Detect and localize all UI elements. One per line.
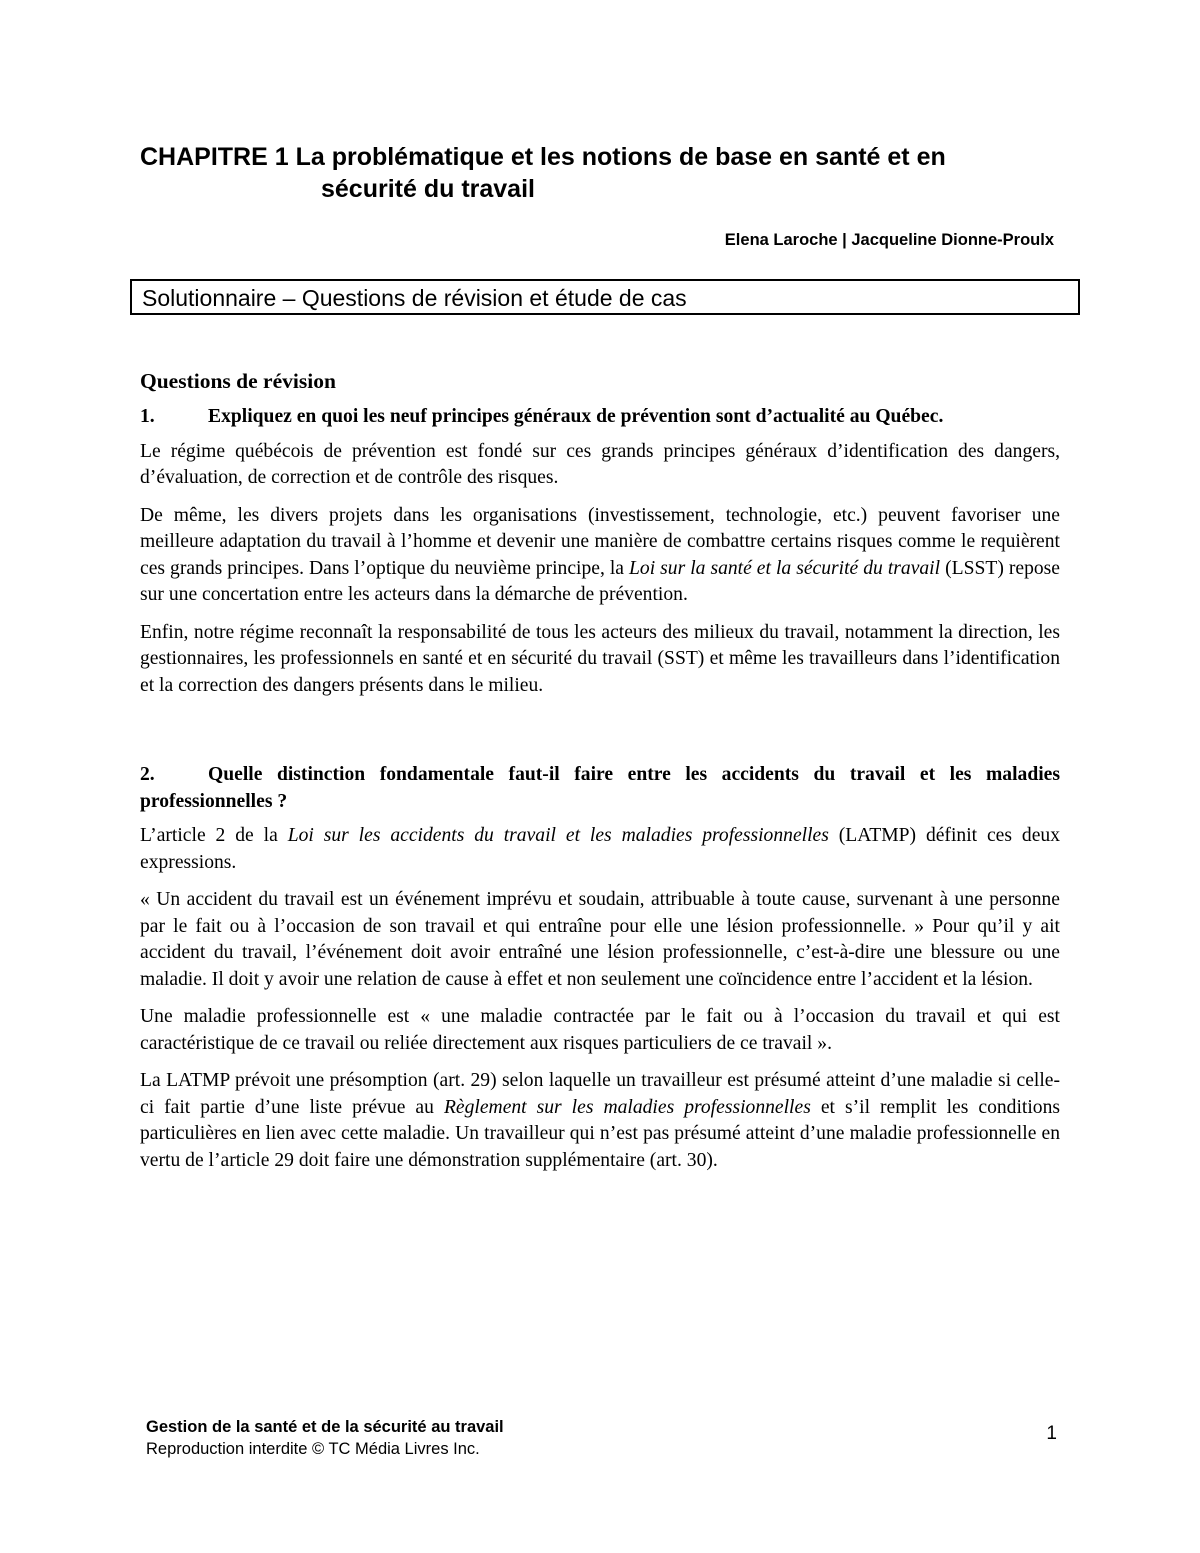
- authors: Elena Laroche | Jacqueline Dionne-Proulx: [724, 231, 1054, 249]
- law-title-lsst: Loi sur la santé et la sécurité du travail: [629, 557, 941, 579]
- law-title-latmp: Loi sur les accidents du travail et les maladies professionnelles: [287, 825, 829, 846]
- answer-2-paragraph-1-text-a: L’article 2 de la: [140, 825, 288, 846]
- solutions-banner: [130, 279, 1080, 315]
- answer-1-paragraph-2: [140, 503, 1060, 609]
- footer-book-title: Gestion de la santé et de la sécurité au travail: [146, 1418, 504, 1436]
- regulation-title: Règlement sur les maladies professionnelles: [443, 1096, 811, 1118]
- question-2: [140, 762, 1060, 815]
- question-1-text: Expliquez en quoi les neuf principes généraux de prévention sont d’actualité au Québec.: [208, 406, 944, 427]
- answer-2-paragraph-1: [140, 823, 1060, 876]
- answer-2-paragraph-3: Une maladie professionnelle est « une maladie contractée par le fait ou à l’occasion du travail et qui est caractéristique de ce travail ou reliée directement aux risques particuliers de ce travail ».: [140, 1006, 1060, 1054]
- answer-2-paragraph-4-text-a: La LATMP prévoit une présomption (art. 29) selon laquelle un travailleur est présumé atteint d’une maladie si celle-ci fait partie d’une liste prévue au: [140, 1070, 1060, 1118]
- question-2-text: Quelle distinction fondamentale faut-il faire entre les accidents du travail et les maladies professionnelles ?: [140, 764, 1060, 812]
- answer-1-paragraph-2-text-a: De même, les divers projets dans les organisations (investissement, technologie, etc.) peuvent favoriser une meilleure adaptation du travail à l’homme et devenir une manière de combattre certains risques comme le requièrent ces grands principes. Dans l’optique du neuvième principe, la: [140, 504, 1060, 579]
- answer-2-paragraph-4: [140, 1068, 1060, 1174]
- chapter-title-line2: sécurité du travail: [321, 175, 535, 203]
- chapter-title: [140, 141, 1070, 205]
- answer-2-paragraph-1-text-b: (LATMP) définit ces deux expressions.: [140, 825, 1060, 873]
- question-1: [140, 404, 1060, 431]
- chapter-title-line1: CHAPITRE 1 La problématique et les notions de base en santé et en: [140, 143, 946, 171]
- section-heading: Questions de révision: [140, 369, 336, 393]
- answer-2-paragraph-4-text-b: et s’il remplit les conditions particulières en lien avec cette maladie. Un travailleur qui n’est pas présumé atteint d’une maladie professionnelle en vertu de l’article 29 doit faire une démonstration supplémentaire (art. 30).: [140, 1096, 1061, 1171]
- question-1-number: 1.: [140, 406, 155, 427]
- answer-2-paragraph-2: « Un accident du travail est un événement imprévu et soudain, attribuable à toute cause, survenant à une personne par le fait ou à l’occasion de son travail et qui entraîne pour elle une lésion professionnelle. » Pour qu’il y ait accident du travail, l’événement doit avoir entraîné une lésion professionnelle, c’est-à-dire une blessure ou une maladie. Il doit y avoir une relation de cause à effet et non seulement une coïncidence entre l’accident et la lésion.: [140, 889, 1060, 990]
- answer-1-paragraph-1: Le régime québécois de prévention est fondé sur ces grands principes généraux d’identification des dangers, d’évaluation, de correction et de contrôle des risques.: [140, 440, 1060, 488]
- spacer: [140, 710, 1060, 762]
- question-2-number: 2.: [140, 764, 155, 785]
- page-number: 1: [1046, 1423, 1057, 1444]
- answer-1-paragraph-3: Enfin, notre régime reconnaît la responsabilité de tous les acteurs des milieux du travail, notamment la direction, les gestionnaires, les professionnels en santé et en sécurité du travail (SST) et même les travailleurs dans l’identification et la correction des dangers présents dans le milieu.: [140, 621, 1060, 696]
- footer-copyright: Reproduction interdite © TC Média Livres Inc.: [146, 1440, 480, 1458]
- main-content: [140, 366, 1060, 1185]
- answer-1-paragraph-2-text-b: (LSST) repose sur une concertation entre les acteurs dans la démarche de prévention.: [140, 557, 1061, 605]
- banner-text: Solutionnaire – Questions de révision et étude de cas: [142, 285, 687, 311]
